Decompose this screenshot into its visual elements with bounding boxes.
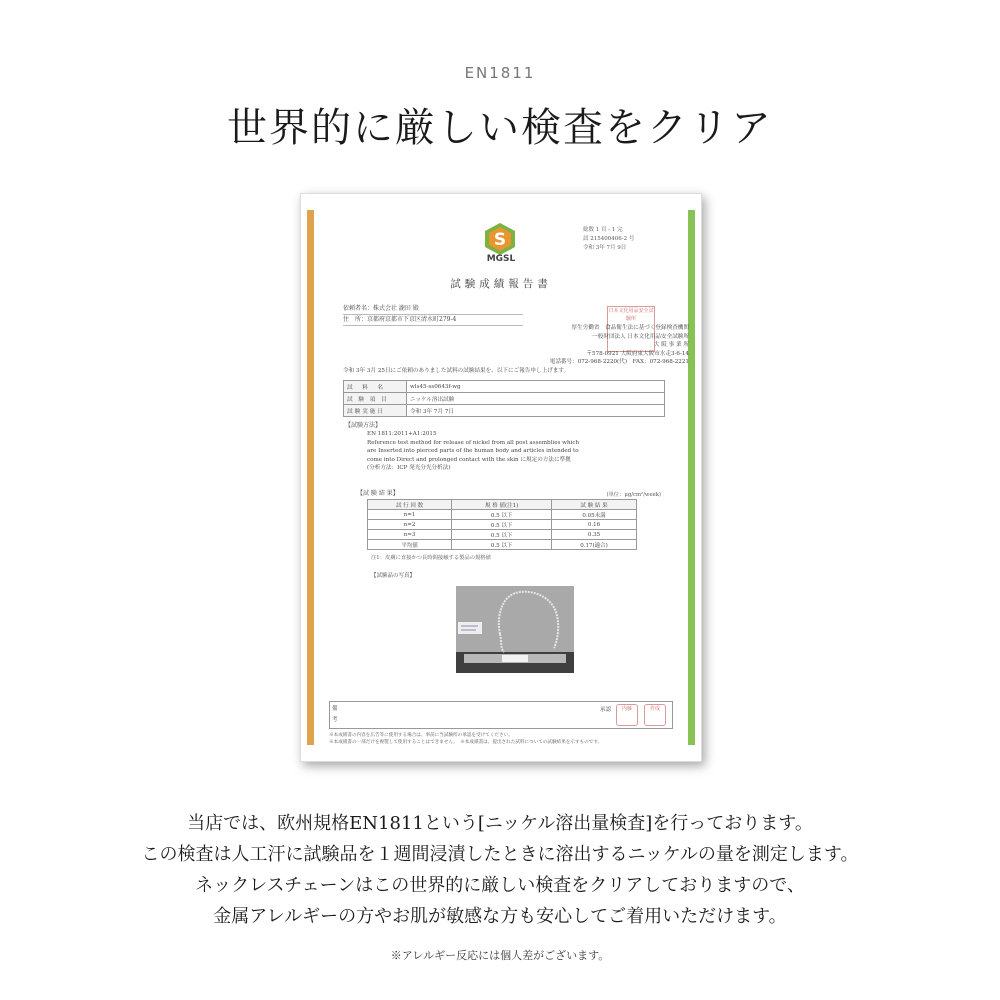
issuer-line: 〒578-0921 大阪府東大阪市水走3-6-14	[586, 350, 689, 357]
method-heading: 【試験方法】	[345, 422, 382, 429]
issuer-line: 大 阪 事 業 所	[653, 342, 689, 348]
method-line: come into Direct and prolonged contact with the skin に規定の方法に準拠	[367, 456, 571, 463]
section-tag: EN1811	[464, 64, 536, 82]
logo-text: MGSL	[486, 254, 516, 264]
info-value: ニッケル溶出試験	[407, 393, 665, 405]
description-text	[0, 808, 1000, 932]
issuer-line: 電話番号：072-968-2220(代) FAX：072-968-2221	[549, 359, 689, 365]
mgsl-logo-icon	[483, 222, 517, 256]
issuer-line: 一般財団法人 日本文化用品安全試験所	[592, 333, 689, 340]
table-cell: n=3	[368, 530, 452, 540]
svg-text:S: S	[493, 230, 507, 250]
description-line: 当店では、欧州規格EN1811という[ニッケル溶出量検査]を行っております。	[187, 813, 813, 834]
table-row	[344, 405, 665, 417]
approve-label: 承認	[600, 707, 612, 713]
table-row	[368, 520, 637, 530]
client-info	[343, 304, 523, 326]
client-name: 依頼者名：株式会社 瀧田 殿	[343, 304, 523, 315]
description-line: 金属アレルギーの方やお肌が敏感な方も安心してご着用いただけます。	[213, 906, 787, 927]
certificate-footnote	[329, 732, 675, 746]
test-certificate	[300, 193, 702, 762]
method-line: EN 1811:2011+A1:2015	[367, 431, 437, 437]
info-key: 試 験 項 目	[344, 393, 407, 405]
certificate-title: 試験成績報告書	[450, 278, 552, 290]
issuer-line: 厚生労働省 食品衛生法に基づく登録検査機関	[571, 325, 689, 331]
method-line: Reference test method for release of nickel from all post assemblies which	[367, 439, 580, 446]
table-row	[368, 530, 637, 540]
remarks-label: 備考	[332, 706, 338, 723]
intro-text: 令和 3年 3月 25日にご依頼のありました試料の試験結果を、以下にご報告申し上げます。	[343, 368, 570, 374]
info-value: wls45-ss0643f-wg	[407, 381, 665, 393]
table-cell: 0.5 以下	[452, 540, 552, 550]
results-table	[367, 499, 637, 550]
ref-line: 令和 3年 7月 9日	[583, 245, 627, 251]
info-value: 令和 3年 7月 7日	[407, 405, 665, 417]
results-heading: 【試 験 結 果】	[357, 490, 399, 497]
sample-photo	[456, 586, 574, 673]
table-row	[344, 393, 665, 405]
table-cell: 平均値	[368, 540, 452, 550]
headline: 世界的に厳しい検査をクリア	[227, 105, 773, 151]
info-key: 試験実施日	[344, 405, 407, 417]
table-cell: 0.16	[552, 520, 637, 530]
table-cell: 0.17(適合)	[552, 540, 637, 550]
table-header-row	[368, 500, 637, 510]
table-row	[368, 510, 637, 520]
table-cell: n=1	[368, 510, 452, 520]
table-row	[344, 381, 665, 393]
table-row	[368, 540, 637, 550]
certificate-reference	[583, 226, 683, 253]
ref-line: 総数 1 頁 - 1 完	[583, 227, 623, 233]
method-line: (分析方法：ICP 発光分光分析法)	[367, 465, 451, 471]
method-line: are Inserted into pierced parts of the human body and articles intended to	[367, 448, 579, 454]
results-note: 注1：皮膚に直接かつ長時間接触する製品の規格値	[371, 555, 491, 561]
sample-info-table	[343, 380, 665, 417]
issuer-info	[499, 324, 689, 367]
table-cell: 0.35	[552, 530, 637, 540]
photo-heading: 【試験品の写真】	[371, 573, 416, 579]
allergy-note: ※アレルギー反応には個人差がございます。	[390, 949, 610, 962]
issuer-seal: 日本文化用品安全試験所	[607, 306, 655, 352]
remarks-box	[329, 701, 673, 729]
table-cell: 0.5 以下	[452, 520, 552, 530]
footnote-line: ※本成績書の一部だけを複製して使用することはできません。 ※本成績書は、提出された試料についての試験結果を示すものです。	[329, 740, 603, 745]
approval-stamp: 内藤	[616, 704, 638, 726]
column-header: 試 験 結 果	[552, 500, 637, 510]
footnote-line: ※本成績書の内容を広告等に使用する場合は、事前に当試験所の承認を受けてください。	[329, 733, 513, 738]
table-cell: 0.5 以下	[452, 510, 552, 520]
table-cell: 0.05未満	[552, 510, 637, 520]
table-cell: n=2	[368, 520, 452, 530]
ref-line: 試 215400406-2 号	[583, 236, 635, 242]
description-line: この検査は人工汗に試験品を１週間浸漬したときに溶出するニッケルの量を測定します。	[141, 844, 859, 865]
results-unit: (単位：μg/cm²/week)	[606, 492, 661, 498]
info-key: 試 料 名	[344, 381, 407, 393]
creator-stamp: 作成	[644, 704, 666, 726]
column-header: 試 行 回 数	[368, 500, 452, 510]
client-address: 住 所：京都府京都市下京区清水町279-4	[343, 315, 523, 326]
table-cell: 0.5 以下	[452, 530, 552, 540]
description-line: ネックレスチェーンはこの世界的に厳しい検査をクリアしておりますので、	[195, 875, 805, 896]
method-text	[367, 430, 667, 473]
column-header: 規 格 値(注1)	[452, 500, 552, 510]
